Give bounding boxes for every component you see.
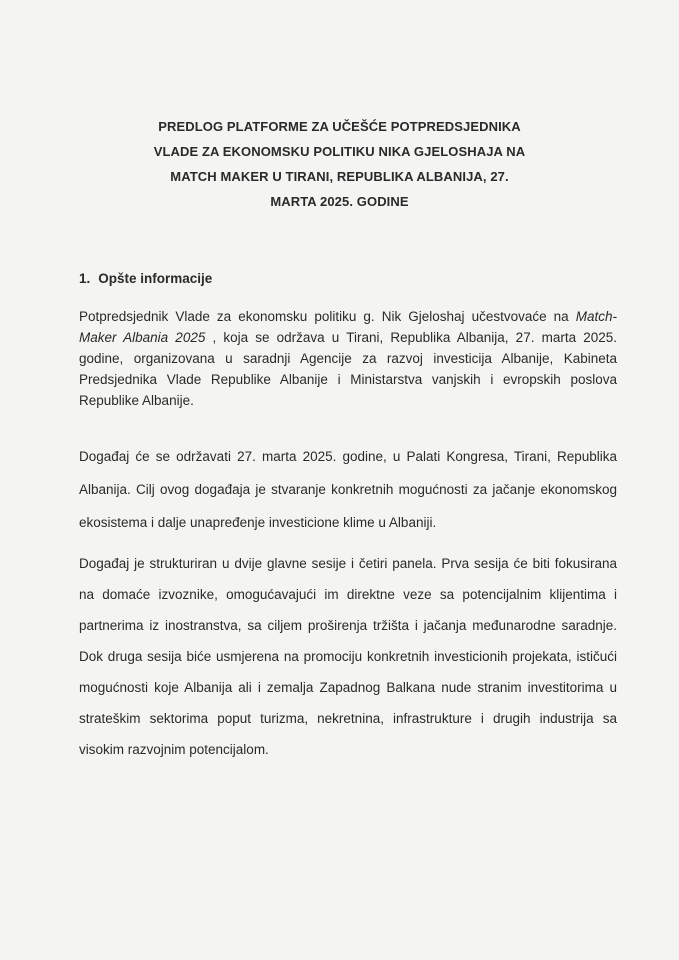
paragraph-line: Događaj je strukturiran u dvije glavne sesije i četiri panela. Prva sesija će biti fokusirana (79, 556, 617, 571)
event-name-italic: Maker Albania 2025 (79, 330, 206, 345)
text-run: , koja se održava u Tirani, Republika Albanija, 27. marta 2025. (205, 330, 618, 345)
section-title: Opšte informacije (98, 271, 213, 286)
paragraph-line: Događaj će se održavati 27. marta 2025. godine, u Palati Kongresa, Tirani, Republika (79, 449, 617, 464)
paragraph-event-structure (79, 548, 617, 765)
paragraph-line: strateškim sektorima poput turizma, nekretnina, infrastrukture i drugih industrija sa (79, 711, 617, 726)
title-line: MATCH MAKER U TIRANI, REPUBLIKA ALBANIJA, 27. (170, 169, 509, 184)
paragraph-line: Albanija. Cilj ovog događaja je stvaranje konkretnih mogućnosti za jačanje ekonomskog (79, 482, 617, 497)
paragraph-general-info (79, 306, 617, 411)
title-line: MARTA 2025. GODINE (270, 194, 409, 209)
paragraph-line: partnerima iz inostranstva, sa ciljem proširenja tržišta i jačanja međunarodne saradnje. (79, 618, 617, 633)
document-title (100, 114, 579, 214)
title-line: VLADE ZA EKONOMSKU POLITIKU NIKA GJELOSHAJA NA (153, 144, 526, 159)
paragraph-line: na domaće izvoznike, omogućavajući im direktne veze sa potencijalnim klijentima i (79, 587, 617, 602)
event-name-italic: Match- (575, 309, 617, 324)
paragraph-line: mogućnosti koje Albanija ali i zemalja Zapadnog Balkana nude stranim investitorima u (79, 680, 617, 695)
title-line: PREDLOG PLATFORME ZA UČEŠĆE POTPREDSJEDNIKA (158, 119, 521, 134)
paragraph-line: ekosistema i dalje unapređenje investicione klime u Albaniji. (79, 515, 437, 530)
paragraph-line: godine, organizovana u saradnji Agencije za razvoj investicija Albanije, Kabineta (79, 351, 617, 366)
paragraph-event-location (79, 440, 617, 539)
paragraph-line: Dok druga sesija biće usmjerena na promociju konkretnih investicionih projekata, ističući (79, 649, 617, 664)
paragraph-line: Republike Albanije. (79, 393, 194, 408)
section-number: 1. (79, 271, 91, 286)
paragraph-line (79, 327, 617, 348)
paragraph-line: Predsjednika Vlade Republike Albanije i Ministarstva vanjskih i evropskih poslova (79, 372, 617, 387)
text-run: Potpredsjednik Vlade za ekonomsku politiku g. Nik Gjeloshaj učestvovaće na (79, 309, 576, 324)
paragraph-line (79, 306, 617, 327)
paragraph-line: visokim razvojnim potencijalom. (79, 742, 269, 757)
section-heading (79, 271, 212, 286)
